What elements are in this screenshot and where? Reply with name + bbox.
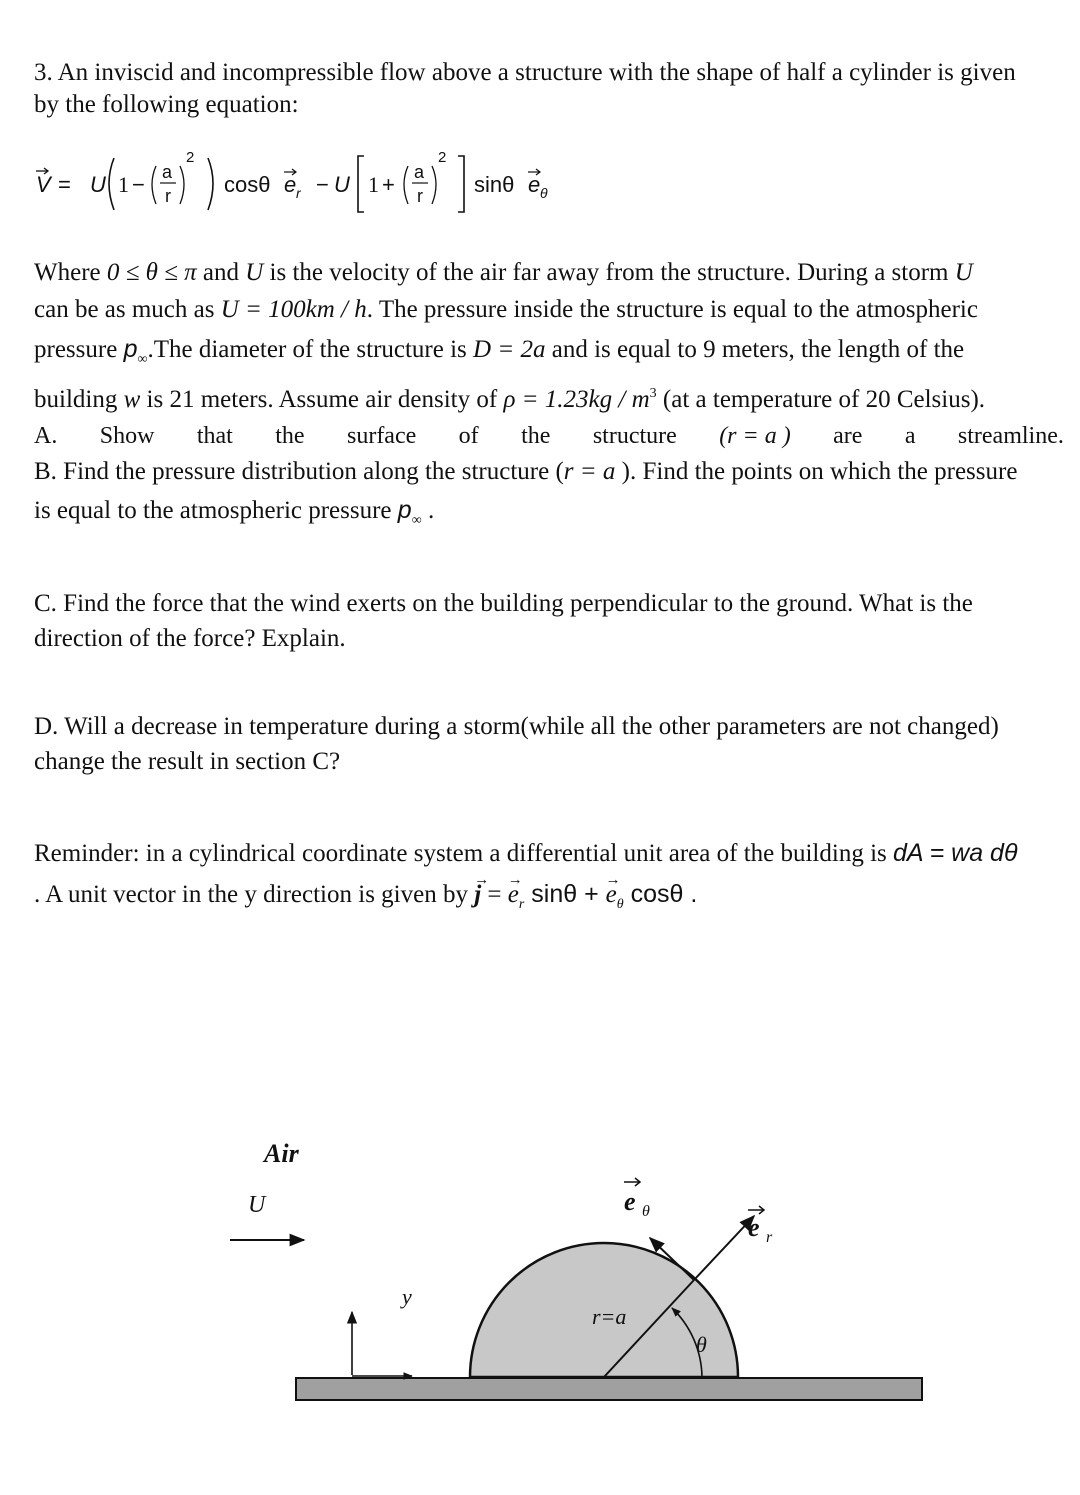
svg-text:θ: θ xyxy=(540,185,548,201)
svg-text:+: + xyxy=(382,172,395,197)
svg-text:e: e xyxy=(748,1213,760,1242)
part-c-line-2: direction of the force? Explain. xyxy=(34,625,346,652)
part-b-line-1: B. Find the pressure distribution along the structure (r = a ). Find the points on which the pressure xyxy=(34,458,1018,485)
svg-text:−: − xyxy=(132,172,145,197)
paragraph-line-2: can be as much as U = 100km / h. The pressure inside the structure is equal to the atmospheric xyxy=(34,296,978,323)
paragraph-line-4: building w is 21 meters. Assume air density of $\rho = 1.23kg / m^3$ (at a temperature of 20 Celsius). xyxy=(34,386,986,413)
j-vector: → j xyxy=(474,880,481,910)
svg-text:e: e xyxy=(284,172,297,197)
svg-text:θ: θ xyxy=(642,1203,650,1220)
air-label: Air xyxy=(264,1139,299,1168)
svg-text:2: 2 xyxy=(438,149,447,166)
structure-diagram xyxy=(200,1120,960,1420)
svg-text:U: U xyxy=(334,172,350,197)
reminder-line-2: . A unit vector in the y direction is given by → j = → $e_r$ sinθ + → $e_\theta$ cosθ . xyxy=(34,879,1064,920)
svg-text:cosθ: cosθ xyxy=(224,172,271,197)
reminder-line-1: Reminder: in a cylindrical coordinate system a differential unit area of the building is dA = wa dθ xyxy=(34,839,1018,867)
svg-text:r: r xyxy=(417,186,423,206)
svg-text:=: = xyxy=(58,172,71,197)
e-theta-label xyxy=(624,1178,650,1220)
ground xyxy=(296,1378,922,1400)
paragraph-line-1: Where 0 ≤ θ ≤ π and U is the velocity of the air far away from the structure. During a storm U xyxy=(34,259,973,286)
radius-label: r=a xyxy=(592,1304,627,1329)
part-b-line-2: is equal to the atmospheric pressure $p_\infty$ . xyxy=(34,496,435,528)
e-r-label xyxy=(748,1206,773,1246)
eq-V: V xyxy=(36,172,51,197)
y-label: y xyxy=(402,1284,412,1309)
velocity-equation xyxy=(34,138,594,228)
u-label: U xyxy=(248,1192,266,1218)
svg-text:2: 2 xyxy=(186,149,195,166)
svg-text:U: U xyxy=(90,172,106,197)
part-c-line-1: C. Find the force that the wind exerts on the building perpendicular to the ground. What is the xyxy=(34,590,973,617)
part-d-line-1: D. Will a decrease in temperature during a storm(while all the other parameters are not changed) xyxy=(34,713,999,740)
svg-text:r: r xyxy=(766,1229,773,1246)
svg-text:e: e xyxy=(528,172,541,197)
problem-title-line-1: 3. An inviscid and incompressible flow above a structure with the shape of half a cylinder is given xyxy=(34,59,1016,86)
svg-text:sinθ: sinθ xyxy=(474,172,515,197)
part-a: A. Show that the surface of the structure (r = a ) are a streamline. xyxy=(34,423,1064,449)
svg-text:e: e xyxy=(624,1187,636,1216)
svg-text:r: r xyxy=(296,185,301,201)
paragraph-line-3: pressure $p_\infty.The$ diameter of the structure is D = 2a and is equal to 9 meters, the length of the xyxy=(34,335,965,367)
svg-text:−: − xyxy=(316,172,329,197)
svg-text:a: a xyxy=(162,162,173,182)
svg-text:r: r xyxy=(165,186,171,206)
problem-title-line-2: by the following equation: xyxy=(34,91,299,118)
e-r-vector xyxy=(694,1216,754,1280)
theta-label: θ xyxy=(696,1332,707,1357)
svg-text:a: a xyxy=(414,162,425,182)
svg-text:1: 1 xyxy=(118,172,129,197)
part-d-line-2: change the result in section C? xyxy=(34,748,341,775)
svg-text:1: 1 xyxy=(368,172,379,197)
